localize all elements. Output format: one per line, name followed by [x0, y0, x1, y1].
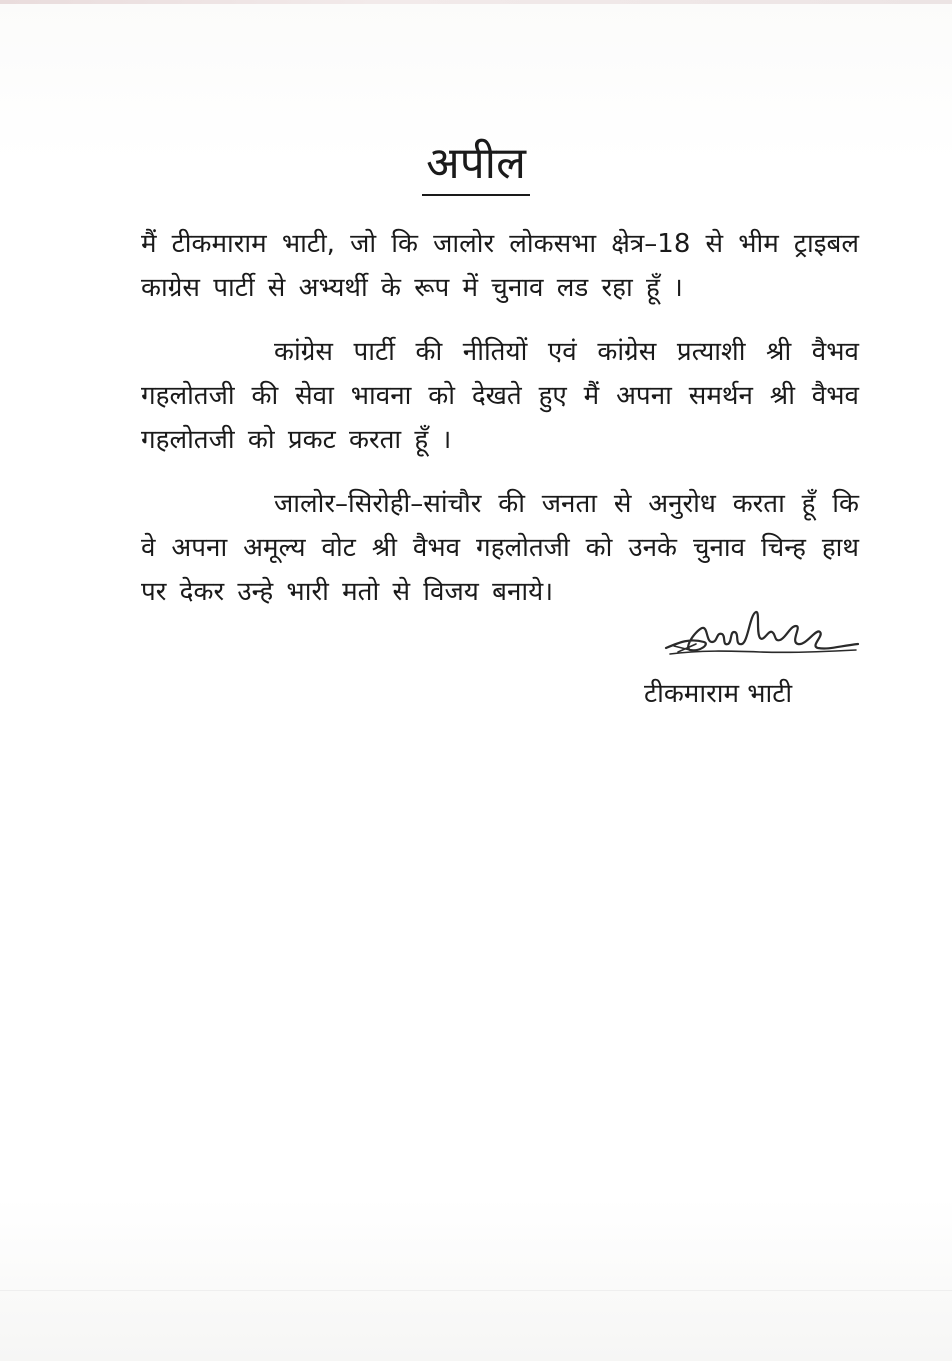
- signer-name: टीकमाराम भाटी: [644, 679, 793, 709]
- paragraph-support: कांग्रेस पार्टी की नीतियों एवं कांग्रेस प्रत्याशी श्री वैभव गहलोतजी की सेवा भावना को देखते हुए मैं अपना समर्थन श्री वैभव गहलोतजी को प्रकट करता हूँ ।: [141, 337, 859, 455]
- signature-block: [640, 602, 870, 722]
- paper-fold-line: [0, 1290, 952, 1291]
- paragraph-intro: मैं टीकमाराम भाटी, जो कि जालोर लोकसभा क्षेत्र–18 से भीम ट्राइबल काग्रेस पार्टी से अभ्यर्थी के रूप में चुनाव लड रहा हूँ ।: [141, 229, 859, 303]
- document-title-text: अपील: [422, 136, 530, 196]
- document-body: [141, 222, 859, 634]
- page-top-edge: [0, 0, 952, 4]
- handwritten-signature: [660, 602, 860, 666]
- document-title: [0, 136, 952, 196]
- paragraph-appeal: जालोर–सिरोही–सांचौर की जनता से अनुरोध करता हूँ कि वे अपना अमूल्य वोट श्री वैभव गहलोतजी को उनके चुनाव चिन्ह हाथ पर देकर उन्हे भारी मतो से विजय बनाये।: [141, 489, 859, 607]
